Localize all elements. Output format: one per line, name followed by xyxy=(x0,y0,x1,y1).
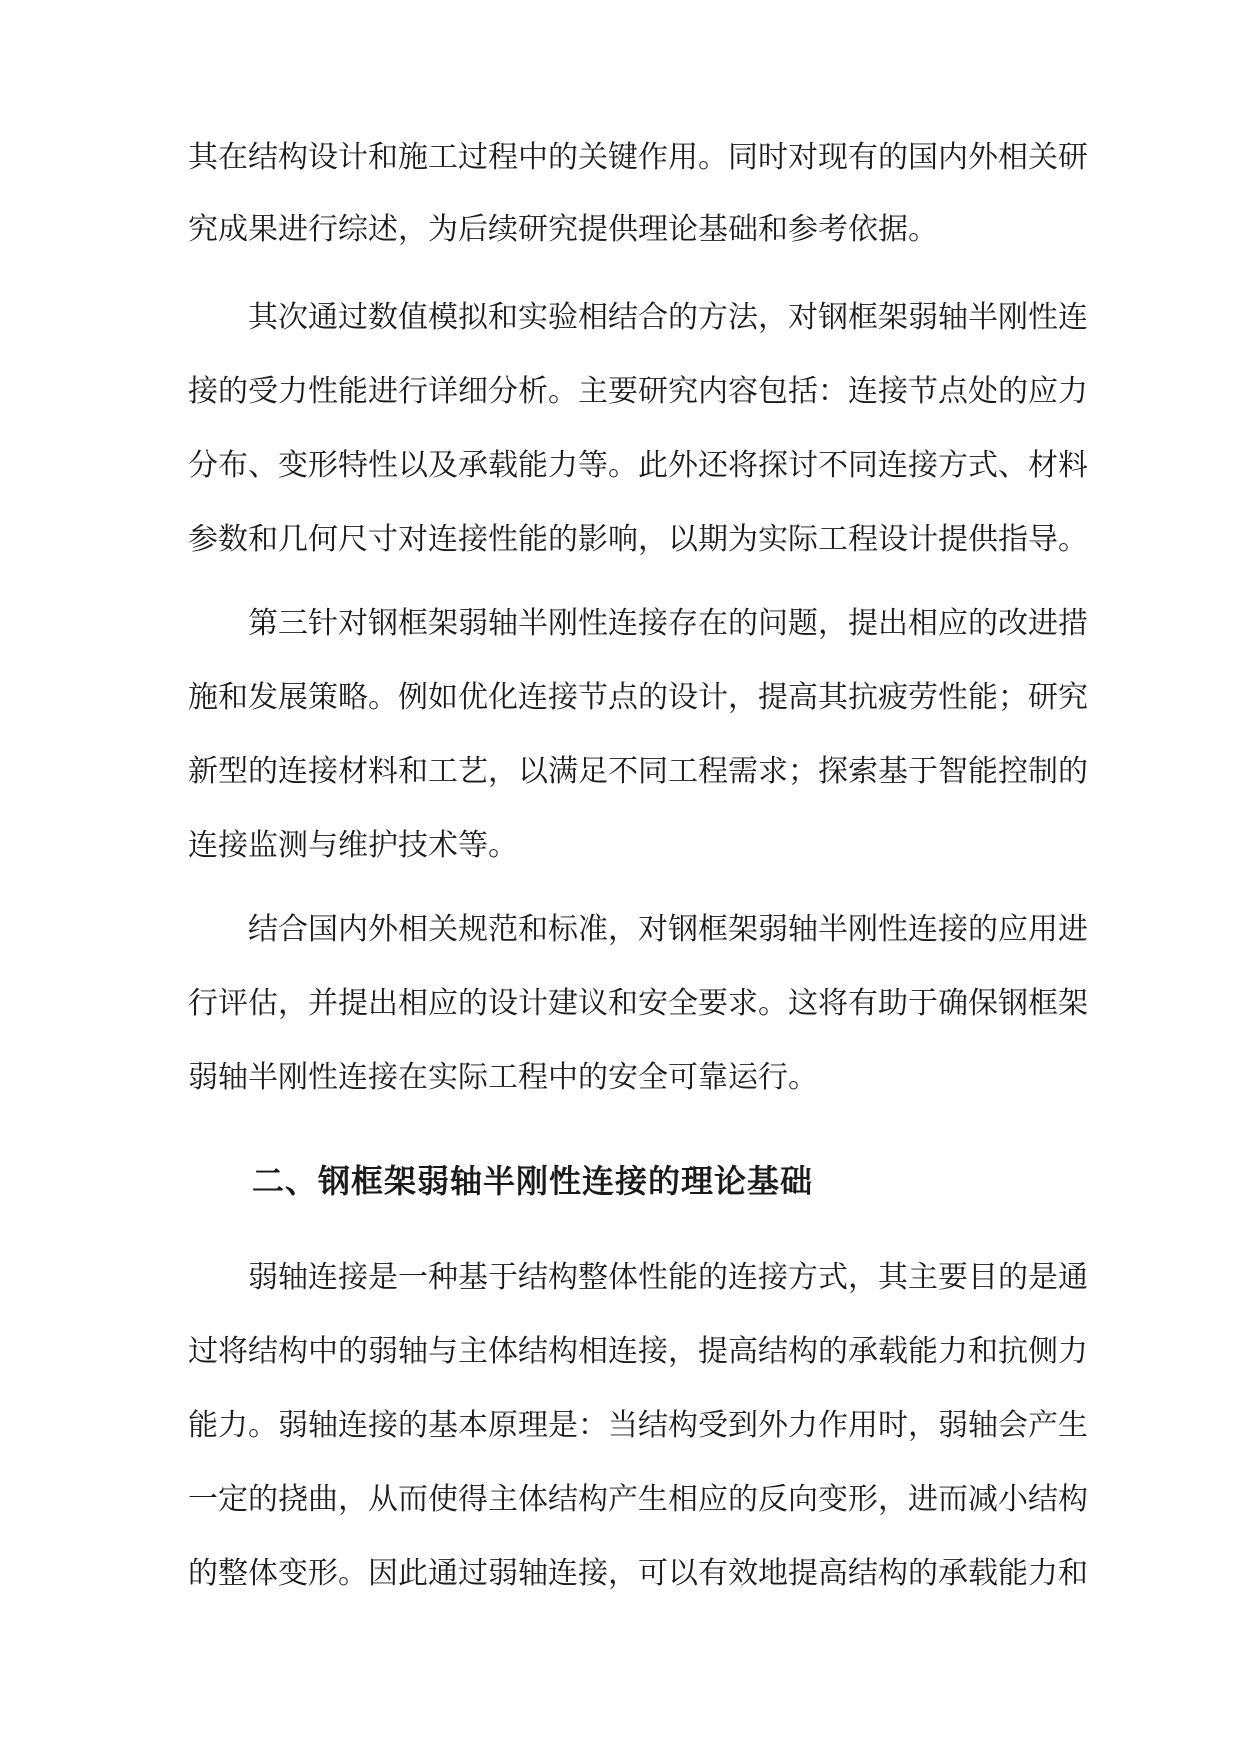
paragraph-3-line-1: 第三针对钢框架弱轴半刚性连接存在的问题，提出相应的改进措 xyxy=(248,606,1088,641)
section-paragraph-line-3: 能力。弱轴连接的基本原理是：当结构受到外力作用时，弱轴会产生 xyxy=(188,1408,1088,1443)
paragraph-4-line-2: 行评估，并提出相应的设计建议和安全要求。这将有助于确保钢框架 xyxy=(188,986,1088,1021)
paragraph-1-line-2: 究成果进行综述，为后续研究提供理论基础和参考依据。 xyxy=(188,212,938,247)
section-paragraph-line-4: 一定的挠曲，从而使得主体结构产生相应的反向变形，进而减小结构 xyxy=(188,1482,1088,1517)
paragraph-4-line-3: 弱轴半刚性连接在实际工程中的安全可靠运行。 xyxy=(188,1060,818,1095)
section-paragraph-line-5: 的整体变形。因此通过弱轴连接，可以有效地提高结构的承载能力和 xyxy=(188,1556,1088,1591)
section-paragraph-line-2: 过将结构中的弱轴与主体结构相连接，提高结构的承载能力和抗侧力 xyxy=(188,1334,1088,1369)
paragraph-2-line-4: 参数和几何尺寸对连接性能的影响，以期为实际工程设计提供指导。 xyxy=(188,522,1088,557)
paragraph-2-line-1: 其次通过数值模拟和实验相结合的方法，对钢框架弱轴半刚性连 xyxy=(248,300,1088,335)
paragraph-2-line-2: 接的受力性能进行详细分析。主要研究内容包括：连接节点处的应力 xyxy=(188,374,1088,409)
paragraph-3-line-4: 连接监测与维护技术等。 xyxy=(188,828,518,863)
paragraph-3-line-3: 新型的连接材料和工艺，以满足不同工程需求；探索基于智能控制的 xyxy=(188,754,1088,789)
paragraph-2-line-3: 分布、变形特性以及承载能力等。此外还将探讨不同连接方式、材料 xyxy=(188,448,1088,483)
section-paragraph-line-1: 弱轴连接是一种基于结构整体性能的连接方式，其主要目的是通 xyxy=(248,1260,1088,1295)
paragraph-4-line-1: 结合国内外相关规范和标准，对钢框架弱轴半刚性连接的应用进 xyxy=(248,912,1088,947)
paragraph-3-line-2: 施和发展策略。例如优化连接节点的设计，提高其抗疲劳性能；研究 xyxy=(188,680,1088,715)
section-heading: 二、钢框架弱轴半刚性连接的理论基础 xyxy=(252,1162,814,1200)
paragraph-1-line-1: 其在结构设计和施工过程中的关键作用。同时对现有的国内外相关研 xyxy=(188,140,1088,175)
